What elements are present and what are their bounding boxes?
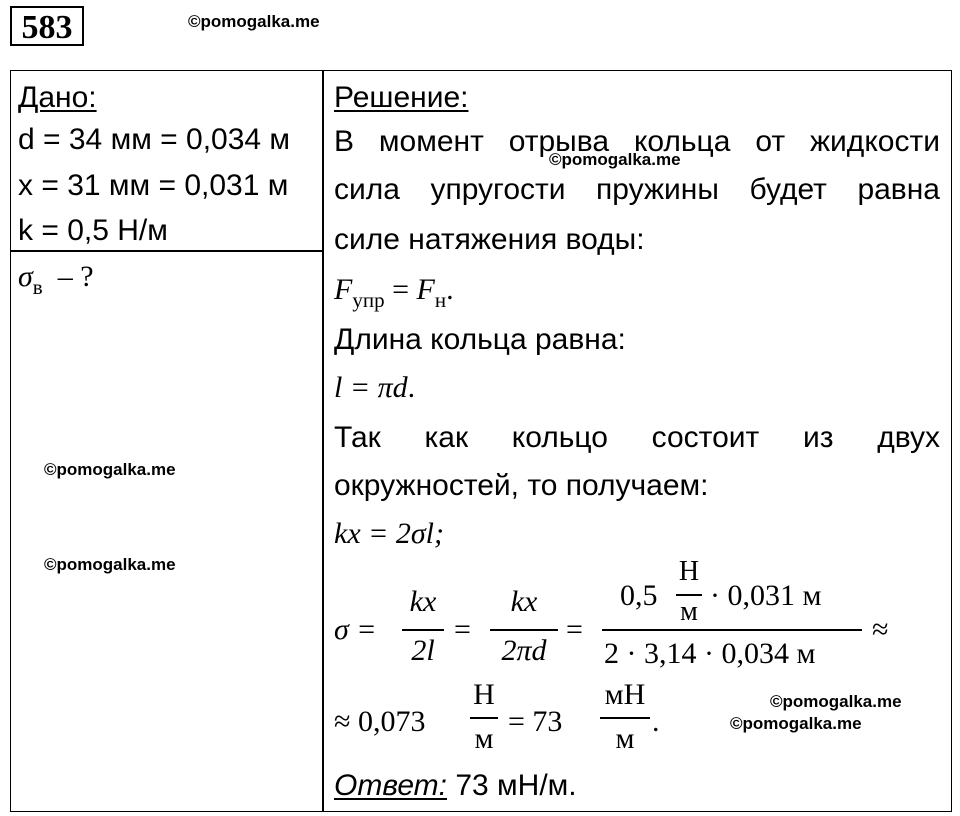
fraction-numerator: kx bbox=[409, 585, 437, 618]
numerator-value: · 0,031 м bbox=[710, 579, 822, 612]
numerator-value: 0,5 bbox=[620, 579, 658, 612]
sigma-equals: σ = bbox=[334, 613, 377, 646]
unit-denominator: м bbox=[680, 596, 698, 627]
equation-forces: $F_{упр} = F_н$. bbox=[334, 273, 454, 312]
result-end: . bbox=[652, 705, 660, 738]
unit-numerator: мН bbox=[604, 678, 646, 711]
result-value: = 73 bbox=[508, 705, 563, 738]
unit-denominator: м bbox=[615, 722, 635, 755]
given-divider bbox=[10, 250, 323, 252]
watermark: ©pomogalka.me bbox=[730, 714, 862, 733]
equation-balance: kx = 2σl; bbox=[334, 517, 444, 550]
watermark: ©pomogalka.me bbox=[549, 150, 681, 169]
fraction-denominator: 2πd bbox=[501, 634, 547, 667]
solution-text-line: В момент отрыва кольца от жидкости bbox=[334, 125, 940, 158]
equation-length: l = πd. bbox=[334, 371, 416, 404]
solution-text-line: окружностей, то получаем: bbox=[334, 469, 709, 502]
denominator-value: 2 · 3,14 · 0,034 м bbox=[604, 637, 816, 670]
find-quantity: $\sigma_в$ – ? bbox=[18, 260, 94, 299]
given-heading: Дано: bbox=[18, 81, 97, 114]
equals-sign: = bbox=[454, 613, 471, 646]
watermark: ©pomogalka.me bbox=[44, 555, 176, 574]
given-line: k = 0,5 Н/м bbox=[18, 214, 168, 247]
fraction-bar bbox=[402, 629, 444, 631]
watermark: ©pomogalka.me bbox=[770, 692, 902, 711]
fraction-numerator: kx bbox=[510, 585, 538, 618]
solution-text-line: сила упругости пружины будет равна bbox=[334, 173, 940, 206]
fraction-denominator: 2l bbox=[411, 634, 435, 667]
watermark: ©pomogalka.me bbox=[188, 12, 320, 31]
given-line: d = 34 мм = 0,034 м bbox=[18, 123, 291, 156]
solution-text-line: Длина кольца равна: bbox=[334, 323, 626, 356]
solution-text-line: силе натяжения воды: bbox=[334, 223, 645, 256]
approx-sign: ≈ bbox=[872, 613, 889, 646]
problem-number: 583 bbox=[10, 6, 84, 46]
unit-denominator: м bbox=[474, 722, 494, 755]
watermark: ©pomogalka.me bbox=[44, 460, 176, 479]
given-line: x = 31 мм = 0,031 м bbox=[18, 169, 289, 202]
unit-bar bbox=[600, 717, 650, 719]
fraction-bar bbox=[602, 629, 862, 631]
solution-text-line: Так как кольцо состоит из двух bbox=[334, 421, 940, 454]
unit-numerator: Н bbox=[678, 556, 700, 587]
result-value: ≈ 0,073 bbox=[334, 705, 426, 738]
fraction-bar bbox=[490, 629, 558, 631]
column-divider bbox=[322, 70, 324, 812]
equals-sign: = bbox=[566, 613, 583, 646]
solution-heading: Решение: bbox=[334, 81, 469, 114]
unit-bar bbox=[470, 717, 498, 719]
unit-numerator: Н bbox=[473, 678, 495, 711]
answer-line: Ответ: 73 мН/м. bbox=[334, 769, 577, 802]
